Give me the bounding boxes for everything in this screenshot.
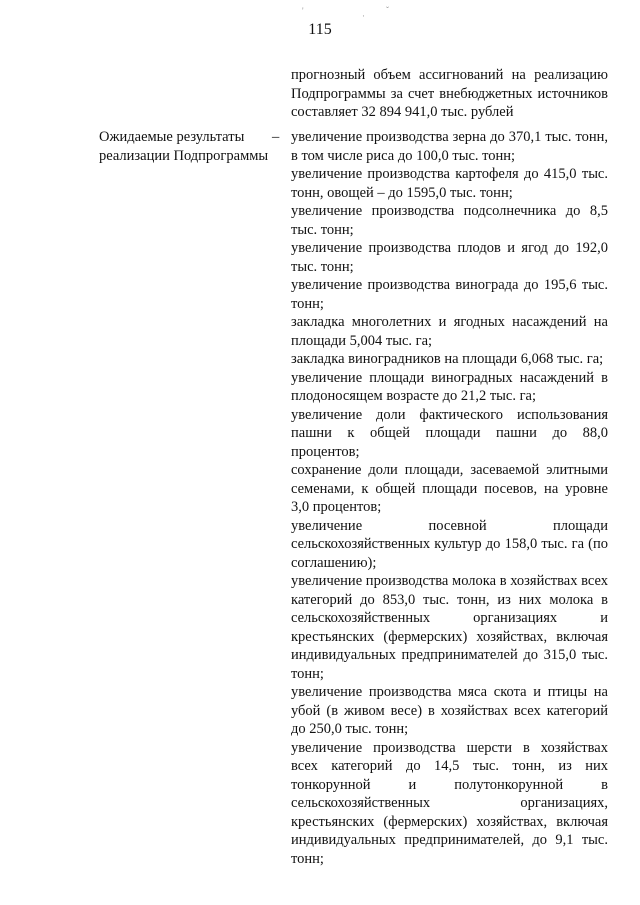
scan-mark: ': [302, 6, 304, 16]
label-dash: –: [272, 129, 280, 145]
result-item-fruits: увеличение производства плодов и ягод до 192,0 тыс. тонн;: [291, 240, 608, 275]
result-item-wool: увеличение производства шерсти в хозяйствах всех категорий до 14,5 тыс. тонн, из них тонкорунной и полутонкорунной в сельскохозяйственных организациях, крестьянских (фермерских) хозяйствах, включая индивидуальных предпринимателей, до 9,1 тыс. тонн;: [291, 739, 608, 867]
result-item-meat: увеличение производства мяса скота и птицы на убой (в живом весе) в хозяйствах всех категорий до 250,0 тыс. тонн;: [291, 684, 608, 737]
result-item-arable-land: увеличение доли фактического использования пашни к общей площади пашни до 88,0 процентов;: [291, 406, 608, 460]
result-item-vineyard-area: увеличение площади виноградных насаждений в плодоносящем возрасте до 21,2 тыс. га;: [291, 369, 608, 404]
scan-mark: ˇ: [386, 5, 389, 15]
result-item-grapes: увеличение производства винограда до 195,6 тыс. тонн;: [291, 277, 608, 312]
expected-results-list: [291, 128, 608, 868]
funding-intro-text: прогнозный объем ассигнований на реализацию Подпрограммы за счет внебюджетных источников составляет 32 894 941,0 тыс. рублей: [291, 67, 608, 120]
page-number: 115: [308, 21, 332, 38]
result-item-potatoes: увеличение производства картофеля до 415,0 тыс. тонн, овощей – до 1595,0 тыс. тонн;: [291, 166, 608, 201]
result-item-perennial-plantings: закладка многолетних и ягодных насаждений на площади 5,004 тыс. га;: [291, 314, 608, 349]
result-item-sunflower: увеличение производства подсолнечника до 8,5 тыс. тонн;: [291, 203, 608, 238]
expected-results-label: Ожидаемые результаты реализации Подпрограммы: [99, 129, 269, 164]
result-item-sown-area: увеличение посевной площади сельскохозяйственных культур до 158,0 тыс. га (по соглашению);: [291, 517, 608, 571]
result-item-grain: увеличение производства зерна до 370,1 тыс. тонн, в том числе риса до 100,0 тыс. тонн;: [291, 129, 608, 164]
scan-mark: ·: [362, 11, 365, 21]
result-item-elite-seeds: сохранение доли площади, засеваемой элитными семенами, к общей площади посевов, на уровне 3,0 процентов;: [291, 462, 608, 515]
result-item-vineyards: закладка виноградников на площади 6,068 тыс. га;: [291, 351, 604, 367]
result-item-milk: увеличение производства молока в хозяйствах всех категорий до 853,0 тыс. тонн, из них молока в сельскохозяйственных организациях и крестьянских (фермерских) хозяйствах, включая индивидуальных предпринимателей до 315,0 тыс. тонн;: [291, 573, 608, 682]
